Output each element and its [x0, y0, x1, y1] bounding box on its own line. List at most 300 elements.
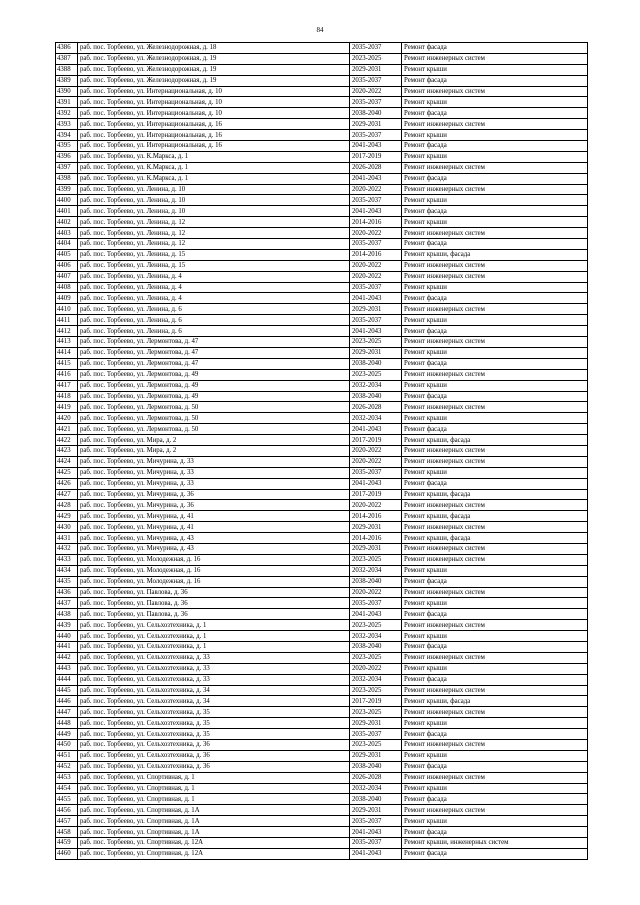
table-row [56, 805, 588, 816]
cell-period: 2020-2022 [350, 663, 402, 674]
table-row [56, 511, 588, 522]
cell-address: раб. пос. Торбеево, ул. Спортивная, д. 1 [78, 783, 350, 794]
cell-period: 2041-2043 [350, 848, 402, 859]
table-row [56, 729, 588, 740]
table-row [56, 685, 588, 696]
table-row [56, 239, 588, 250]
cell-address: раб. пос. Торбеево, ул. Интернациональная, д. 16 [78, 130, 350, 141]
cell-row-number: 4428 [56, 500, 78, 511]
cell-row-number: 4388 [56, 64, 78, 75]
cell-period: 2014-2016 [350, 533, 402, 544]
cell-period: 2035-2037 [350, 598, 402, 609]
cell-work-type: Ремонт фасада [402, 173, 588, 184]
cell-period: 2020-2022 [350, 587, 402, 598]
cell-address: раб. пос. Торбеево, ул. Мичурина, д. 33 [78, 467, 350, 478]
cell-row-number: 4441 [56, 641, 78, 652]
cell-address: раб. пос. Торбеево, ул. Сельхозтехника, д. 36 [78, 740, 350, 751]
cell-address: раб. пос. Торбеево, ул. Ленина, д. 12 [78, 239, 350, 250]
cell-work-type: Ремонт фасада [402, 761, 588, 772]
cell-period: 2035-2037 [350, 43, 402, 54]
cell-work-type: Ремонт инженерных систем [402, 86, 588, 97]
cell-period: 2038-2040 [350, 391, 402, 402]
cell-work-type: Ремонт крыши [402, 663, 588, 674]
table-row [56, 631, 588, 642]
cell-work-type: Ремонт инженерных систем [402, 260, 588, 271]
cell-row-number: 4409 [56, 293, 78, 304]
cell-period: 2023-2025 [350, 652, 402, 663]
cell-address: раб. пос. Торбеево, ул. Лермонтова, д. 47 [78, 358, 350, 369]
cell-work-type: Ремонт фасада [402, 358, 588, 369]
cell-row-number: 4386 [56, 43, 78, 54]
cell-row-number: 4424 [56, 456, 78, 467]
cell-row-number: 4453 [56, 772, 78, 783]
cell-address: раб. пос. Торбеево, ул. Павлова, д. 36 [78, 609, 350, 620]
cell-period: 2023-2025 [350, 337, 402, 348]
cell-address: раб. пос. Торбеево, ул. Лермонтова, д. 49 [78, 369, 350, 380]
cell-row-number: 4447 [56, 707, 78, 718]
cell-period: 2020-2022 [350, 271, 402, 282]
cell-period: 2038-2040 [350, 576, 402, 587]
table-row [56, 543, 588, 554]
cell-period: 2026-2028 [350, 162, 402, 173]
cell-address: раб. пос. Торбеево, ул. Интернациональная, д. 10 [78, 86, 350, 97]
cell-work-type: Ремонт крыши, фасада [402, 249, 588, 260]
cell-address: раб. пос. Торбеево, ул. Сельхозтехника, д. 35 [78, 707, 350, 718]
cell-address: раб. пос. Торбеево, ул. Мичурина, д. 36 [78, 489, 350, 500]
cell-period: 2020-2022 [350, 456, 402, 467]
table-row [56, 260, 588, 271]
table-row [56, 598, 588, 609]
cell-work-type: Ремонт инженерных систем [402, 772, 588, 783]
cell-address: раб. пос. Торбеево, ул. Молодежная, д. 16 [78, 565, 350, 576]
cell-address: раб. пос. Торбеево, ул. Лермонтова, д. 50 [78, 424, 350, 435]
cell-period: 2020-2022 [350, 260, 402, 271]
cell-work-type: Ремонт инженерных систем [402, 228, 588, 239]
cell-work-type: Ремонт фасада [402, 674, 588, 685]
table-row [56, 347, 588, 358]
cell-row-number: 4430 [56, 522, 78, 533]
table-row [56, 478, 588, 489]
cell-period: 2023-2025 [350, 554, 402, 565]
cell-period: 2032-2034 [350, 380, 402, 391]
cell-period: 2023-2025 [350, 685, 402, 696]
cell-period: 2032-2034 [350, 783, 402, 794]
cell-work-type: Ремонт крыши [402, 217, 588, 228]
cell-row-number: 4418 [56, 391, 78, 402]
cell-work-type: Ремонт инженерных систем [402, 304, 588, 315]
cell-work-type: Ремонт крыши [402, 718, 588, 729]
cell-work-type: Ремонт инженерных систем [402, 685, 588, 696]
cell-address: раб. пос. Торбеево, ул. Ленина, д. 4 [78, 293, 350, 304]
cell-work-type: Ремонт крыши [402, 64, 588, 75]
cell-work-type: Ремонт фасада [402, 478, 588, 489]
cell-address: раб. пос. Торбеево, ул. Сельхозтехника, д. 33 [78, 663, 350, 674]
table-row [56, 217, 588, 228]
cell-period: 2014-2016 [350, 217, 402, 228]
cell-address: раб. пос. Торбеево, ул. Лермонтова, д. 47 [78, 347, 350, 358]
table-row [56, 206, 588, 217]
cell-work-type: Ремонт крыши [402, 380, 588, 391]
cell-period: 2041-2043 [350, 827, 402, 838]
cell-row-number: 4396 [56, 151, 78, 162]
cell-row-number: 4438 [56, 609, 78, 620]
table-row [56, 445, 588, 456]
cell-row-number: 4444 [56, 674, 78, 685]
table-row [56, 707, 588, 718]
cell-row-number: 4403 [56, 228, 78, 239]
cell-work-type: Ремонт инженерных систем [402, 707, 588, 718]
cell-address: раб. пос. Торбеево, ул. Ленина, д. 10 [78, 195, 350, 206]
cell-address: раб. пос. Торбеево, ул. Сельхозтехника, д. 35 [78, 729, 350, 740]
cell-period: 2035-2037 [350, 729, 402, 740]
repair-schedule-body [56, 43, 588, 860]
cell-period: 2029-2031 [350, 805, 402, 816]
cell-row-number: 4406 [56, 260, 78, 271]
cell-address: раб. пос. Торбеево, ул. Мичурина, д. 43 [78, 533, 350, 544]
table-row [56, 43, 588, 54]
cell-row-number: 4437 [56, 598, 78, 609]
table-row [56, 424, 588, 435]
cell-period: 2029-2031 [350, 64, 402, 75]
cell-row-number: 4426 [56, 478, 78, 489]
cell-period: 2020-2022 [350, 228, 402, 239]
cell-row-number: 4429 [56, 511, 78, 522]
cell-period: 2035-2037 [350, 130, 402, 141]
cell-work-type: Ремонт крыши [402, 282, 588, 293]
cell-row-number: 4442 [56, 652, 78, 663]
table-row [56, 641, 588, 652]
cell-row-number: 4402 [56, 217, 78, 228]
cell-row-number: 4398 [56, 173, 78, 184]
cell-period: 2032-2034 [350, 565, 402, 576]
cell-period: 2041-2043 [350, 206, 402, 217]
cell-address: раб. пос. Торбеево, ул. Мичурина, д. 41 [78, 522, 350, 533]
cell-address: раб. пос. Торбеево, ул. Железнодорожная, д. 19 [78, 75, 350, 86]
cell-period: 2017-2019 [350, 489, 402, 500]
cell-work-type: Ремонт фасада [402, 827, 588, 838]
table-row [56, 772, 588, 783]
cell-work-type: Ремонт фасада [402, 576, 588, 587]
cell-address: раб. пос. Торбеево, ул. Ленина, д. 4 [78, 282, 350, 293]
table-row [56, 740, 588, 751]
table-row [56, 435, 588, 446]
table-row [56, 718, 588, 729]
cell-work-type: Ремонт фасада [402, 641, 588, 652]
cell-row-number: 4412 [56, 326, 78, 337]
cell-period: 2041-2043 [350, 478, 402, 489]
cell-period: 2041-2043 [350, 293, 402, 304]
cell-work-type: Ремонт крыши, инженерных систем [402, 838, 588, 849]
table-row [56, 576, 588, 587]
cell-period: 2035-2037 [350, 816, 402, 827]
cell-address: раб. пос. Торбеево, ул. Ленина, д. 12 [78, 217, 350, 228]
table-row [56, 609, 588, 620]
cell-address: раб. пос. Торбеево, ул. Ленина, д. 6 [78, 326, 350, 337]
cell-period: 2035-2037 [350, 838, 402, 849]
cell-address: раб. пос. Торбеево, ул. Спортивная, д. 1А [78, 816, 350, 827]
cell-address: раб. пос. Торбеево, ул. Мичурина, д. 33 [78, 456, 350, 467]
table-row [56, 620, 588, 631]
table-row [56, 108, 588, 119]
cell-work-type: Ремонт крыши, фасада [402, 489, 588, 500]
cell-work-type: Ремонт фасада [402, 391, 588, 402]
cell-period: 2041-2043 [350, 424, 402, 435]
cell-row-number: 4394 [56, 130, 78, 141]
cell-work-type: Ремонт инженерных систем [402, 543, 588, 554]
cell-work-type: Ремонт инженерных систем [402, 554, 588, 565]
table-row [56, 554, 588, 565]
cell-period: 2029-2031 [350, 304, 402, 315]
cell-address: раб. пос. Торбеево, ул. Мира, д. 2 [78, 435, 350, 446]
cell-period: 2014-2016 [350, 511, 402, 522]
table-row [56, 467, 588, 478]
cell-period: 2023-2025 [350, 707, 402, 718]
table-row [56, 380, 588, 391]
cell-period: 2035-2037 [350, 315, 402, 326]
cell-address: раб. пос. Торбеево, ул. Спортивная, д. 12А [78, 848, 350, 859]
table-row [56, 184, 588, 195]
cell-period: 2026-2028 [350, 772, 402, 783]
table-row [56, 119, 588, 130]
cell-period: 2020-2022 [350, 500, 402, 511]
cell-period: 2023-2025 [350, 53, 402, 64]
cell-work-type: Ремонт инженерных систем [402, 456, 588, 467]
table-row [56, 86, 588, 97]
cell-work-type: Ремонт крыши [402, 598, 588, 609]
table-row [56, 369, 588, 380]
table-row [56, 391, 588, 402]
cell-period: 2035-2037 [350, 195, 402, 206]
cell-address: раб. пос. Торбеево, ул. Ленина, д. 15 [78, 249, 350, 260]
table-row [56, 195, 588, 206]
table-row [56, 53, 588, 64]
cell-work-type: Ремонт крыши [402, 467, 588, 478]
cell-row-number: 4395 [56, 141, 78, 152]
cell-period: 2023-2025 [350, 369, 402, 380]
cell-period: 2020-2022 [350, 445, 402, 456]
cell-row-number: 4459 [56, 838, 78, 849]
table-row [56, 173, 588, 184]
cell-address: раб. пос. Торбеево, ул. Лермонтова, д. 50 [78, 402, 350, 413]
cell-address: раб. пос. Торбеево, ул. Интернациональная, д. 10 [78, 97, 350, 108]
cell-work-type: Ремонт крыши, фасада [402, 511, 588, 522]
cell-row-number: 4415 [56, 358, 78, 369]
cell-period: 2041-2043 [350, 609, 402, 620]
cell-row-number: 4431 [56, 533, 78, 544]
cell-work-type: Ремонт фасада [402, 141, 588, 152]
cell-row-number: 4455 [56, 794, 78, 805]
table-row [56, 402, 588, 413]
cell-address: раб. пос. Торбеево, ул. Сельхозтехника, д. 33 [78, 674, 350, 685]
cell-address: раб. пос. Торбеево, ул. Лермонтова, д. 49 [78, 380, 350, 391]
cell-address: раб. пос. Торбеево, ул. Ленина, д. 4 [78, 271, 350, 282]
cell-row-number: 4420 [56, 413, 78, 424]
cell-address: раб. пос. Торбеево, ул. Спортивная, д. 1А [78, 827, 350, 838]
table-row [56, 663, 588, 674]
cell-row-number: 4422 [56, 435, 78, 446]
cell-address: раб. пос. Торбеево, ул. Сельхозтехника, д. 36 [78, 750, 350, 761]
cell-period: 2029-2031 [350, 119, 402, 130]
cell-work-type: Ремонт инженерных систем [402, 522, 588, 533]
table-row [56, 696, 588, 707]
table-row [56, 249, 588, 260]
table-row [56, 533, 588, 544]
cell-address: раб. пос. Торбеево, ул. Мичурина, д. 41 [78, 511, 350, 522]
cell-period: 2020-2022 [350, 86, 402, 97]
cell-address: раб. пос. Торбеево, ул. Сельхозтехника, д. 35 [78, 718, 350, 729]
cell-period: 2035-2037 [350, 282, 402, 293]
cell-address: раб. пос. Торбеево, ул. Лермонтова, д. 50 [78, 413, 350, 424]
cell-work-type: Ремонт крыши, фасада [402, 435, 588, 446]
cell-row-number: 4401 [56, 206, 78, 217]
cell-work-type: Ремонт инженерных систем [402, 652, 588, 663]
cell-period: 2041-2043 [350, 173, 402, 184]
cell-address: раб. пос. Торбеево, ул. Лермонтова, д. 49 [78, 391, 350, 402]
cell-work-type: Ремонт крыши [402, 97, 588, 108]
cell-work-type: Ремонт крыши [402, 783, 588, 794]
table-row [56, 750, 588, 761]
cell-work-type: Ремонт крыши [402, 816, 588, 827]
cell-period: 2023-2025 [350, 620, 402, 631]
table-row [56, 75, 588, 86]
table-row [56, 783, 588, 794]
cell-work-type: Ремонт фасада [402, 108, 588, 119]
cell-row-number: 4397 [56, 162, 78, 173]
cell-row-number: 4405 [56, 249, 78, 260]
cell-row-number: 4440 [56, 631, 78, 642]
cell-period: 2017-2019 [350, 435, 402, 446]
cell-work-type: Ремонт инженерных систем [402, 620, 588, 631]
table-row [56, 848, 588, 859]
cell-work-type: Ремонт крыши [402, 130, 588, 141]
cell-row-number: 4451 [56, 750, 78, 761]
cell-row-number: 4411 [56, 315, 78, 326]
cell-work-type: Ремонт инженерных систем [402, 369, 588, 380]
table-row [56, 326, 588, 337]
cell-address: раб. пос. Торбеево, ул. Ленина, д. 10 [78, 206, 350, 217]
cell-period: 2029-2031 [350, 718, 402, 729]
cell-row-number: 4423 [56, 445, 78, 456]
cell-period: 2041-2043 [350, 141, 402, 152]
cell-work-type: Ремонт крыши [402, 315, 588, 326]
table-row [56, 838, 588, 849]
table-row [56, 674, 588, 685]
cell-address: раб. пос. Торбеево, ул. Спортивная, д. 1А [78, 805, 350, 816]
cell-row-number: 4457 [56, 816, 78, 827]
cell-address: раб. пос. Торбеево, ул. Железнодорожная, д. 18 [78, 43, 350, 54]
cell-address: раб. пос. Торбеево, ул. К.Маркса, д. 1 [78, 162, 350, 173]
cell-address: раб. пос. Торбеево, ул. Железнодорожная, д. 19 [78, 64, 350, 75]
cell-work-type: Ремонт крыши [402, 631, 588, 642]
cell-period: 2035-2037 [350, 75, 402, 86]
cell-row-number: 4432 [56, 543, 78, 554]
cell-address: раб. пос. Торбеево, ул. Молодежная, д. 16 [78, 576, 350, 587]
cell-row-number: 4413 [56, 337, 78, 348]
table-row [56, 293, 588, 304]
cell-address: раб. пос. Торбеево, ул. Сельхозтехника, д. 34 [78, 696, 350, 707]
cell-row-number: 4390 [56, 86, 78, 97]
cell-address: раб. пос. Торбеево, ул. Павлова, д. 36 [78, 587, 350, 598]
cell-row-number: 4421 [56, 424, 78, 435]
cell-work-type: Ремонт фасада [402, 794, 588, 805]
cell-address: раб. пос. Торбеево, ул. Спортивная, д. 12А [78, 838, 350, 849]
cell-period: 2038-2040 [350, 108, 402, 119]
table-row [56, 652, 588, 663]
cell-row-number: 4404 [56, 239, 78, 250]
cell-row-number: 4436 [56, 587, 78, 598]
cell-work-type: Ремонт инженерных систем [402, 337, 588, 348]
cell-period: 2035-2037 [350, 239, 402, 250]
cell-period: 2017-2019 [350, 696, 402, 707]
cell-period: 2029-2031 [350, 750, 402, 761]
cell-row-number: 4448 [56, 718, 78, 729]
cell-row-number: 4399 [56, 184, 78, 195]
table-row [56, 97, 588, 108]
cell-period: 2038-2040 [350, 761, 402, 772]
cell-row-number: 4410 [56, 304, 78, 315]
cell-address: раб. пос. Торбеево, ул. Спортивная, д. 1 [78, 772, 350, 783]
cell-work-type: Ремонт инженерных систем [402, 53, 588, 64]
cell-row-number: 4408 [56, 282, 78, 293]
cell-period: 2020-2022 [350, 184, 402, 195]
cell-address: раб. пос. Торбеево, ул. Молодежная, д. 16 [78, 554, 350, 565]
cell-work-type: Ремонт фасада [402, 206, 588, 217]
cell-period: 2032-2034 [350, 674, 402, 685]
cell-period: 2038-2040 [350, 358, 402, 369]
cell-row-number: 4393 [56, 119, 78, 130]
table-row [56, 565, 588, 576]
table-row [56, 489, 588, 500]
table-row [56, 64, 588, 75]
cell-period: 2041-2043 [350, 326, 402, 337]
cell-work-type: Ремонт крыши [402, 565, 588, 576]
cell-work-type: Ремонт крыши [402, 347, 588, 358]
cell-work-type: Ремонт фасада [402, 293, 588, 304]
cell-row-number: 4456 [56, 805, 78, 816]
cell-period: 2029-2031 [350, 543, 402, 554]
cell-address: раб. пос. Торбеево, ул. Мичурина, д. 36 [78, 500, 350, 511]
cell-row-number: 4391 [56, 97, 78, 108]
cell-row-number: 4387 [56, 53, 78, 64]
table-row [56, 130, 588, 141]
cell-work-type: Ремонт инженерных систем [402, 445, 588, 456]
cell-address: раб. пос. Торбеево, ул. Мичурина, д. 43 [78, 543, 350, 554]
cell-period: 2038-2040 [350, 794, 402, 805]
cell-row-number: 4445 [56, 685, 78, 696]
cell-address: раб. пос. Торбеево, ул. Ленина, д. 10 [78, 184, 350, 195]
cell-work-type: Ремонт инженерных систем [402, 500, 588, 511]
cell-row-number: 4449 [56, 729, 78, 740]
cell-work-type: Ремонт инженерных систем [402, 184, 588, 195]
table-row [56, 456, 588, 467]
cell-row-number: 4446 [56, 696, 78, 707]
cell-period: 2035-2037 [350, 467, 402, 478]
cell-row-number: 4452 [56, 761, 78, 772]
table-row [56, 827, 588, 838]
table-row [56, 413, 588, 424]
cell-row-number: 4414 [56, 347, 78, 358]
cell-period: 2038-2040 [350, 641, 402, 652]
table-row [56, 304, 588, 315]
cell-address: раб. пос. Торбеево, ул. Мира, д. 2 [78, 445, 350, 456]
cell-row-number: 4419 [56, 402, 78, 413]
cell-address: раб. пос. Торбеево, ул. Сельхозтехника, д. 1 [78, 641, 350, 652]
cell-work-type: Ремонт крыши [402, 750, 588, 761]
cell-work-type: Ремонт фасада [402, 239, 588, 250]
cell-row-number: 4439 [56, 620, 78, 631]
cell-period: 2023-2025 [350, 740, 402, 751]
cell-work-type: Ремонт инженерных систем [402, 402, 588, 413]
